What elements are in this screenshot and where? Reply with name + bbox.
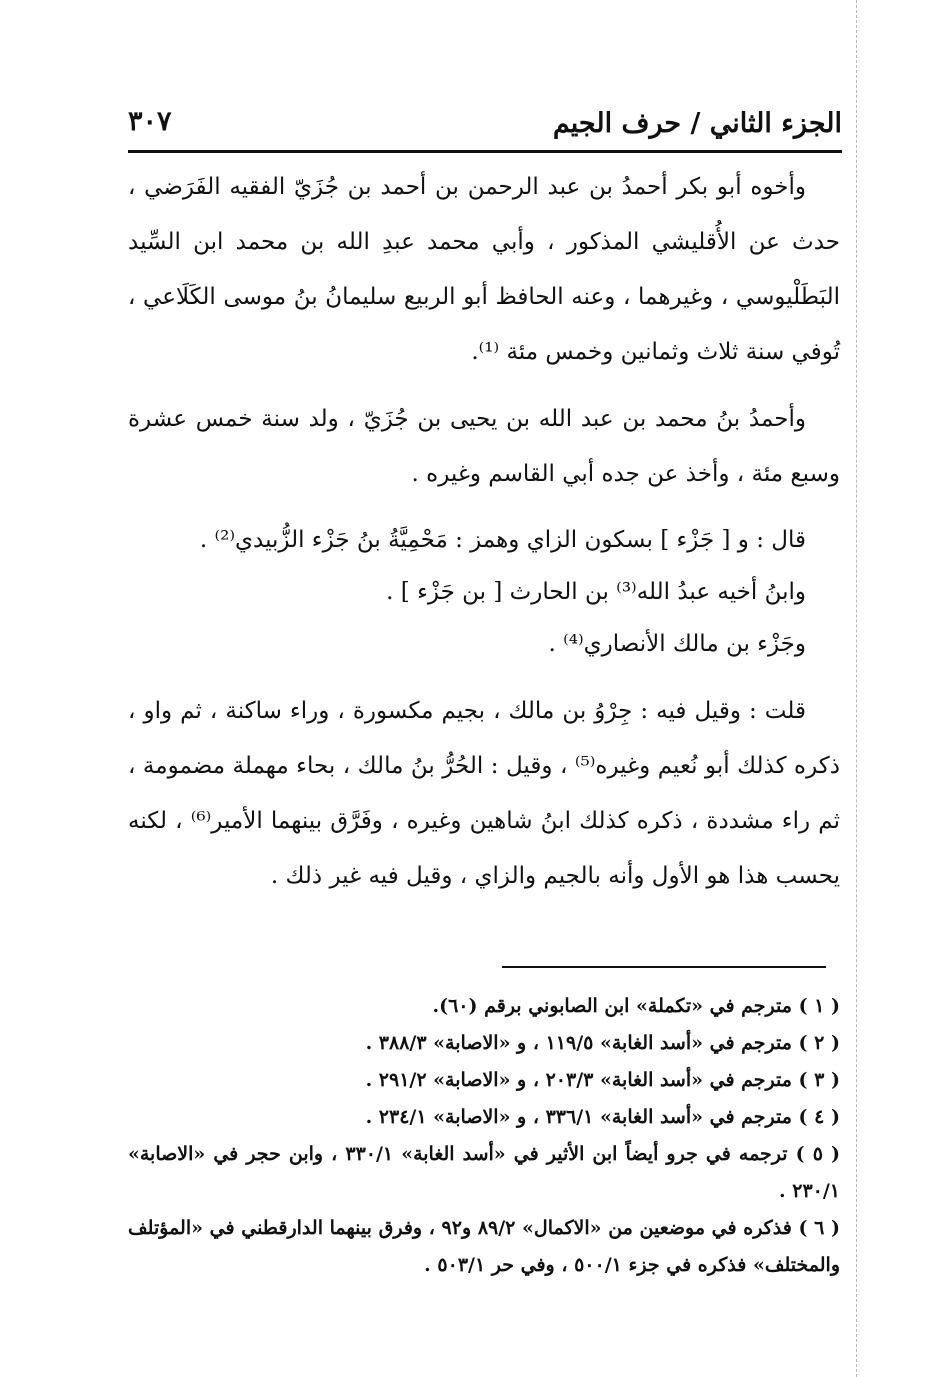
header-divider <box>128 150 842 153</box>
footnote-divider <box>502 966 826 968</box>
footnote-1: ( ١ ) مترجم في «تكملة» ابن الصابوني برقم (٦٠). <box>432 995 840 1017</box>
quote-jaz-entry: قال : و [ جَزْء ] بسكون الزاي وهمز : مَحْمِيَّةُ بنُ جَزْء الزُّبيدي⁽²⁾ . <box>199 527 806 553</box>
paragraph-ahmad-bin-muhammad: وأحمدُ بنُ محمد بن عبد الله بن يحيى بن جُزَيّ ، ولد سنة خمس عشرة وسبع مئة ، وأخذ عن جده أبي القاسم وغيره . <box>128 406 840 487</box>
scan-page-edge <box>856 0 858 1377</box>
page-number: ٣٠٧ <box>128 106 172 137</box>
main-text <box>128 160 840 904</box>
quote-jaz-bin-malik: وجَزْء بن مالك الأنصاري⁽⁴⁾ . <box>548 631 806 657</box>
footnote-3: ( ٣ ) مترجم في «أسد الغابة» ٢٠٣/٣ ، و «الاصابة» ٢٩١/٢ . <box>365 1069 840 1091</box>
quote-ibn-akhih: وابنُ أخيه عبدُ الله⁽³⁾ بن الحارث [ بن جَزْء ] . <box>386 579 806 605</box>
running-header <box>128 104 842 146</box>
footnotes <box>128 988 840 1284</box>
paragraph-qultu: قلت : وقيل فيه : جِرْوُ بن مالك ، بجيم مكسورة ، وراء ساكنة ، ثم واو ، ذكره كذلك أبو نُعيم وغيره⁽⁵⁾ ، وقيل : الحُرُّ بنُ مالك ، بحاء مهملة مضمومة ، ثم راء مشددة ، ذكره كذلك ابنُ شاهين وغيره ، وفَرَّق بينهما الأمير⁽⁶⁾ ، لكنه يحسب هذا هو الأول وأنه بالجيم والزاي ، وقيل فيه غير ذلك . <box>128 698 840 889</box>
footnote-5: ( ٥ ) ترجمه في جرو أيضاً ابن الأثير في «أسد الغابة» ٣٣٠/١ ، وابن حجر في «الاصابة» ٢٣٠/١ . <box>128 1143 840 1202</box>
running-title: الجزء الثاني / حرف الجيم <box>552 108 842 139</box>
footnote-4: ( ٤ ) مترجم في «أسد الغابة» ٣٣٦/١ ، و «الاصابة» ٢٣٤/١ . <box>365 1106 840 1128</box>
paragraph-abu-bakr: وأخوه أبو بكر أحمدُ بن عبد الرحمن بن أحمد بن جُزَيّ الفقيه الفَرَضي ، حدث عن الأُقليشي المذكور ، وأبي محمد عبدِ الله بن محمد ابن السِّيد البَطَلْيوسي ، وغيرهما ، وعنه الحافظ أبو الربيع سليمانُ بنُ موسى الكَلَاعي ، تُوفي سنة ثلاث وثمانين وخمس مئة ⁽¹⁾. <box>128 174 840 365</box>
footnote-6: ( ٦ ) فذكره في موضعين من «الاكمال» ٨٩/٢ و٩٢ ، وفرق بينهما الدارقطني في «المؤتلف والمختلف» فذكره في جزء ٥٠٠/١ ، وفي حر ٥٠٣/١ . <box>128 1217 840 1276</box>
footnote-2: ( ٢ ) مترجم في «أسد الغابة» ١١٩/٥ ، و «الاصابة» ٣٨٨/٣ . <box>365 1032 840 1054</box>
